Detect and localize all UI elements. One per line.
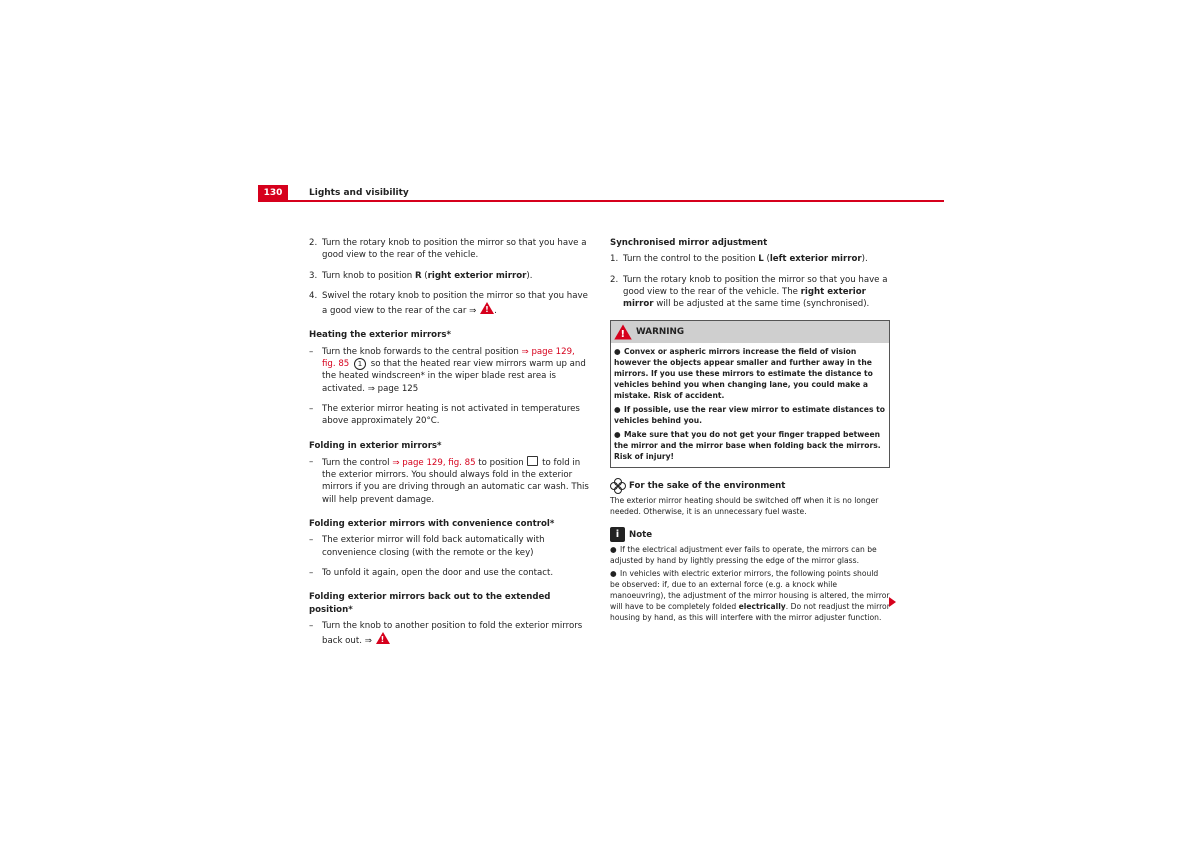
- fold-mirror-icon: [527, 456, 538, 466]
- warning-header: [611, 321, 889, 343]
- note-title: Note: [629, 529, 653, 540]
- step-4: [309, 290, 589, 318]
- next-page-arrow-icon[interactable]: [889, 597, 896, 607]
- warning-body: [611, 343, 889, 467]
- step-text: Swivel the rotary knob to position the mirror so that you have a good view to the rear of the car ⇒ ! .: [322, 290, 589, 318]
- page-reference[interactable]: ⇒ page 125: [367, 383, 419, 394]
- warning-triangle-icon[interactable]: [376, 632, 390, 644]
- figure-link[interactable]: fig. 85: [322, 359, 350, 370]
- step-number: 4.: [309, 290, 318, 301]
- step-text: Turn knob to position R (right exterior mirror).: [322, 270, 533, 281]
- step-number: 3.: [309, 270, 318, 281]
- warning-box: [610, 320, 890, 468]
- note-item: ● If the electrical adjustment ever fails to operate, the mirrors can be adjusted by hand by lightly pressing the edge of the mirror glass.: [610, 545, 877, 566]
- warning-item: ● Convex or aspheric mirrors increase the field of vision however the objects appear smaller and further away in the mirrors. If you use these mirrors to estimate the distance to vehicles behind you when changing lane, you could make a mistake. Risk of accident.: [614, 347, 873, 401]
- page-link[interactable]: ⇒ page 129,: [521, 346, 575, 357]
- warning-triangle-icon: [614, 325, 632, 340]
- warning-title: WARNING: [636, 327, 685, 338]
- note-item: ● In vehicles with electric exterior mirrors, the following points should be observed: if, due to an external force (e.g. a knock while manoeuvring), the adjustment of the mirror housing is altered, the mirror will have to be completely folded electrically. Do not readjust the mirror housing by hand, as this will interfere with the mirror adjuster function.: [610, 569, 890, 623]
- step-number: 2.: [309, 238, 318, 248]
- sync-step-2: 2. Turn the rotary knob to position the mirror so that you have a good view to the rear of the vehicle. The right exterior mirror will be adjusted at the same time (synchronised).: [610, 274, 888, 310]
- folding-bullet-1: – Turn the control ⇒ page 129, fig. 85 to position to fold in the exterior mirrors. You should always fold in the exterior mirrors if you are driving through an automatic car wash. This will help prevent damage.: [309, 456, 589, 505]
- page-link[interactable]: ⇒ page 129,: [392, 457, 446, 468]
- environment-header: [610, 478, 890, 493]
- environment-text: The exterior mirror heating should be switched off when it is no longer needed. Otherwise, it is an unnecessary fuel waste.: [610, 496, 879, 517]
- header-rule: [258, 200, 944, 202]
- heating-bullet-1: – Turn the knob forwards to the central position ⇒ page 129, fig. 85 1 so that the heated rear view mirrors warm up and the heated windscreen* in the wiper blade rest area is activated. ⇒ page 125: [309, 346, 586, 394]
- environment-title: For the sake of the environment: [629, 480, 786, 491]
- sync-step-1: 1. Turn the control to the position L (left exterior mirror).: [610, 254, 868, 265]
- backout-heading: Folding exterior mirrors back out to the extended position*: [309, 592, 551, 615]
- convenience-bullet-1: – The exterior mirror will fold back automatically with convenience closing (with the remote or the key): [309, 535, 545, 558]
- warning-item: ● Make sure that you do not get your finger trapped between the mirror and the mirror base when folding back the mirrors. Risk of injury!: [614, 430, 881, 462]
- convenience-bullet-2: – To unfold it again, open the door and use the contact.: [309, 567, 554, 578]
- figure-link[interactable]: fig. 85: [445, 457, 476, 468]
- left-column: [309, 237, 589, 655]
- warning-item: ● If possible, use the rear view mirror to estimate distances to vehicles behind you.: [614, 405, 885, 426]
- right-column: [610, 237, 890, 623]
- warning-triangle-icon[interactable]: [480, 302, 494, 314]
- step-2: [309, 237, 589, 262]
- sync-heading: Synchronised mirror adjustment: [610, 238, 768, 248]
- section-title: Lights and visibility: [309, 188, 409, 198]
- step-3: [309, 270, 589, 282]
- callout-number-icon: 1: [354, 358, 366, 370]
- environment-flower-icon: [610, 478, 625, 493]
- heating-heading: Heating the exterior mirrors*: [309, 330, 451, 341]
- info-icon: i: [610, 527, 625, 542]
- note-header: [610, 527, 890, 542]
- convenience-heading: Folding exterior mirrors with convenience control*: [309, 519, 555, 530]
- folding-heading: Folding in exterior mirrors*: [309, 440, 442, 451]
- page-number: 130: [258, 185, 288, 201]
- heating-bullet-2: – The exterior mirror heating is not activated in temperatures above approximately 20°C.: [309, 403, 580, 427]
- step-text: Turn the rotary knob to position the mirror so that you have a good view to the rear of the vehicle.: [322, 238, 587, 261]
- backout-bullet-1: – Turn the knob to another position to fold the exterior mirrors back out. ⇒ !: [309, 620, 589, 648]
